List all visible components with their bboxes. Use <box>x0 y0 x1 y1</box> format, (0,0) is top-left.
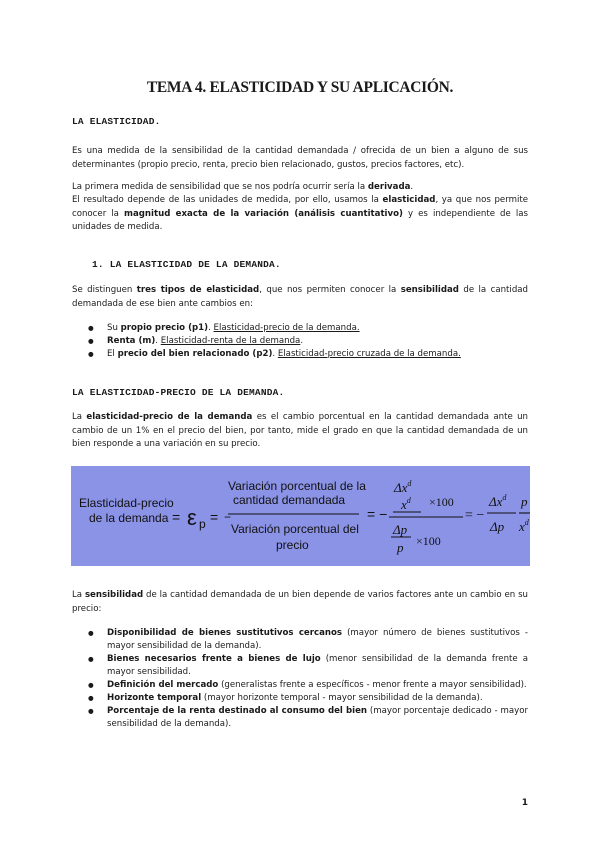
list-item: ● Definición del mercado (generalistas frente a específicos - menor frente a mayor sensibilidad). <box>72 679 528 692</box>
heading-elasticidad-precio: LA ELASTICIDAD-PRECIO DE LA DEMANDA. <box>72 387 285 398</box>
heading-elasticidad-demanda: 1. LA ELASTICIDAD DE LA DEMANDA. <box>92 259 281 270</box>
list-item: ● Renta (m). Elasticidad-renta de la demanda. <box>72 335 528 348</box>
list-item: ● Porcentaje de la renta destinado al consumo del bien (mayor porcentaje dedicado - mayor sensibilidad de la demanda). <box>72 705 528 731</box>
svg-text:p: p <box>521 494 528 509</box>
link-elasticidad-renta[interactable]: Elasticidad-renta de la demanda <box>160 336 301 346</box>
svg-text:×100: ×100 <box>429 495 454 509</box>
page-title: TEMA 4. ELASTICIDAD Y SU APLICACIÓN. <box>146 79 454 96</box>
list-item: ● Disponibilidad de bienes sustitutivos cercanos (mayor número de bienes sustitutivos - mayor sensibilidad de la demanda). <box>72 627 528 653</box>
svg-text:−: − <box>224 510 232 524</box>
list-factores <box>72 627 528 731</box>
formula-den-line2: precio <box>276 538 309 552</box>
paragraph-unidades: El resultado depende de las unidades de medida, por ello, usamos la elasticidad, ya que nos permite conocer la magnitud exacta de la variación (análisis cuantitativo) y es independiente de las unidades de medida. <box>72 195 529 232</box>
formula-epsilon: ε <box>187 505 197 530</box>
paragraph-derivada: La primera medida de sensibilidad que se nos podría ocurrir sería la derivada. <box>72 182 414 192</box>
svg-text:= −: = − <box>465 508 485 523</box>
list-item: ● Horizonte temporal (mayor horizonte temporal - mayor sensibilidad de la demanda). <box>72 692 528 705</box>
formula-label-line2: de la demanda <box>89 511 169 525</box>
paragraph-definition: Es una medida de la sensibilidad de la cantidad demandada / ofrecida de un bien a alguno de sus determinantes (propio precio, renta, precio bien relacionado, gustos, precios factores, etc). <box>72 146 528 170</box>
paragraph-sensibilidad: La sensibilidad de la cantidad demandada de un bien depende de varios factores ante un cambio en su precio: <box>72 590 528 614</box>
formula-num-line1: Variación porcentual de la <box>228 479 366 493</box>
svg-text:=: = <box>210 509 219 525</box>
svg-text:p: p <box>397 540 404 555</box>
svg-text:p: p <box>199 517 206 531</box>
page-number: 1 <box>521 798 528 808</box>
formula-label-line1: Elasticidad-precio <box>79 496 174 510</box>
svg-text:xd: $x^d$ <box>519 518 529 534</box>
paragraph-tres-tipos: Se distinguen tres tipos de elasticidad, que nos permiten conocer la sensibilidad de la cantidad demandada de ese bien ante cambios en: <box>72 285 528 309</box>
list-item: ● El precio del bien relacionado (p2). Elasticidad-precio cruzada de la demanda. <box>72 348 528 361</box>
list-tipos-elasticidad <box>72 322 528 361</box>
link-elasticidad-precio[interactable]: Elasticidad-precio de la demanda. <box>213 323 360 333</box>
list-item: ● Su propio precio (p1). Elasticidad-precio de la demanda. <box>72 322 528 335</box>
formula-den-line1: Variación porcentual del <box>231 522 359 536</box>
svg-text:×100: ×100 <box>416 534 441 548</box>
paragraph-elasticidad-precio: La elasticidad-precio de la demanda es el cambio porcentual en la cantidad demandada ante un cambio de un 1% en el precio del bien, por tanto, mide el grado en que la cantidad demandada de un bien responde a una variación en su precio. <box>72 412 528 449</box>
svg-text:= −: = − <box>367 506 388 522</box>
formula-image <box>71 466 530 566</box>
link-elasticidad-cruzada[interactable]: Elasticidad-precio cruzada de la demanda. <box>277 349 461 359</box>
formula-num-line2: cantidad demandada <box>233 493 346 507</box>
svg-text:xd: $x^d$ <box>401 496 411 512</box>
svg-text:Δxd: $\Delta x^d$ <box>394 479 412 495</box>
svg-text:Δxd: $\Delta x^d$ <box>489 493 507 509</box>
heading-la-elasticidad: LA ELASTICIDAD. <box>72 116 161 127</box>
svg-text:Δp: Δp <box>490 519 505 534</box>
svg-text:Δp: Δp <box>393 522 408 537</box>
svg-text:=: = <box>172 509 181 525</box>
list-item: ● Bienes necesarios frente a bienes de lujo (menor sensibilidad de la demanda frente a mayor sensibilidad. <box>72 653 528 679</box>
